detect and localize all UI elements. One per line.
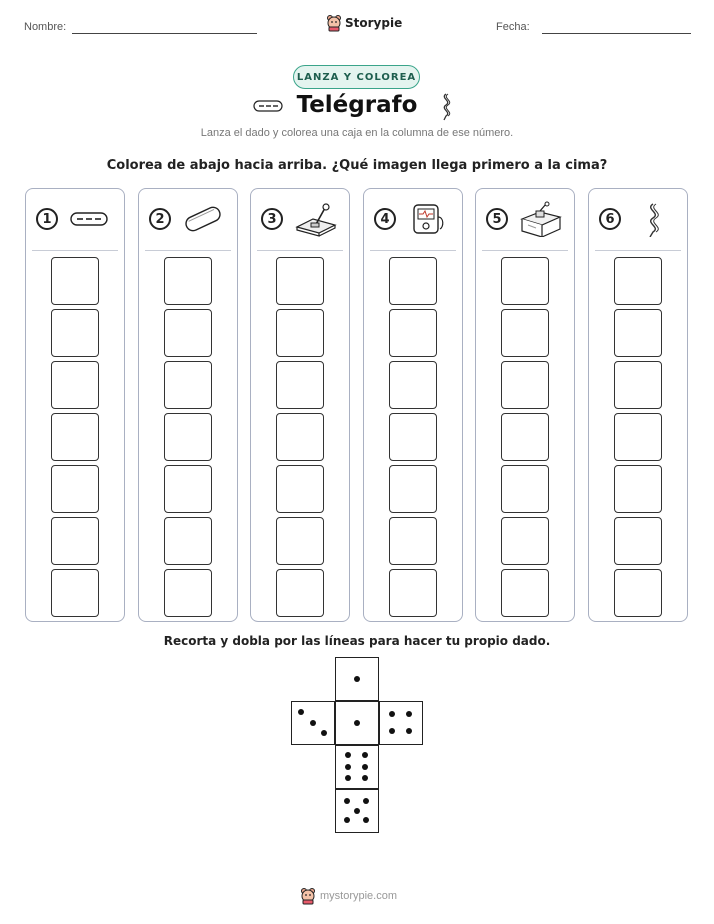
column-2 xyxy=(138,188,238,622)
coloring-instruction: Colorea de abajo hacia arriba. ¿Qué imagen llega primero a la cima? xyxy=(106,158,608,173)
color-box[interactable] xyxy=(614,361,662,409)
die-pip xyxy=(344,798,350,804)
name-label: Nombre: xyxy=(24,21,67,33)
die-pip xyxy=(321,730,327,736)
column-header xyxy=(589,201,687,239)
die-pip xyxy=(298,709,304,715)
telegraph-lever-icon xyxy=(293,201,337,237)
die-pip xyxy=(389,728,395,734)
color-box[interactable] xyxy=(501,257,549,305)
wire-coil-icon xyxy=(438,93,454,121)
column-divider xyxy=(32,250,118,251)
footer-url: mystorypie.com xyxy=(320,890,398,902)
brand-name: Storypie xyxy=(345,16,403,30)
color-box[interactable] xyxy=(501,361,549,409)
color-box[interactable] xyxy=(164,309,212,357)
die-pip xyxy=(363,798,369,804)
die-pip xyxy=(354,676,360,682)
column-header xyxy=(251,201,349,239)
die-pip xyxy=(354,720,360,726)
color-box[interactable] xyxy=(501,413,549,461)
die-face-1 xyxy=(335,657,379,701)
die-instruction: Recorta y dobla por las líneas para hacer tu propio dado. xyxy=(163,634,551,648)
die-pip xyxy=(345,764,351,770)
color-box[interactable] xyxy=(276,569,324,617)
column-divider xyxy=(595,250,681,251)
color-box[interactable] xyxy=(501,309,549,357)
page-subtitle: Lanza el dado y colorea una caja en la columna de ese número. xyxy=(200,127,514,139)
color-box[interactable] xyxy=(51,569,99,617)
color-box[interactable] xyxy=(614,465,662,513)
color-box[interactable] xyxy=(276,257,324,305)
color-box[interactable] xyxy=(51,309,99,357)
color-box[interactable] xyxy=(51,465,99,513)
wire-coil-icon xyxy=(631,201,675,237)
color-box[interactable] xyxy=(614,517,662,565)
date-line[interactable] xyxy=(542,33,691,34)
color-box[interactable] xyxy=(276,309,324,357)
color-box[interactable] xyxy=(389,257,437,305)
name-line[interactable] xyxy=(72,33,257,34)
column-number: 6 xyxy=(599,208,621,230)
column-divider xyxy=(370,250,456,251)
die-face-1 xyxy=(335,701,379,745)
color-box[interactable] xyxy=(614,569,662,617)
die-face-3 xyxy=(291,701,335,745)
die-face-5 xyxy=(335,789,379,833)
morse-code-icon xyxy=(68,201,112,237)
die-pip xyxy=(362,775,368,781)
page-title: Telégrafo xyxy=(296,92,418,118)
die-pip xyxy=(354,808,360,814)
color-box[interactable] xyxy=(164,413,212,461)
color-box[interactable] xyxy=(389,309,437,357)
die-pip xyxy=(344,817,350,823)
color-box[interactable] xyxy=(501,569,549,617)
color-box[interactable] xyxy=(164,257,212,305)
color-box[interactable] xyxy=(276,361,324,409)
color-box[interactable] xyxy=(164,361,212,409)
die-pip xyxy=(362,764,368,770)
column-divider xyxy=(145,250,231,251)
color-box[interactable] xyxy=(389,361,437,409)
column-header xyxy=(139,201,237,239)
color-box[interactable] xyxy=(276,465,324,513)
column-divider xyxy=(257,250,343,251)
color-box[interactable] xyxy=(389,413,437,461)
column-6 xyxy=(588,188,688,622)
color-box[interactable] xyxy=(614,309,662,357)
color-box[interactable] xyxy=(164,569,212,617)
die-face-6 xyxy=(335,745,379,789)
column-4 xyxy=(363,188,463,622)
column-5 xyxy=(475,188,575,622)
column-number: 2 xyxy=(149,208,171,230)
color-box[interactable] xyxy=(389,569,437,617)
die-pip xyxy=(362,752,368,758)
column-header xyxy=(364,201,462,239)
column-number: 5 xyxy=(486,208,508,230)
color-box[interactable] xyxy=(51,257,99,305)
color-box[interactable] xyxy=(389,465,437,513)
die-pip xyxy=(406,711,412,717)
die-pip xyxy=(310,720,316,726)
color-box[interactable] xyxy=(51,361,99,409)
color-box[interactable] xyxy=(501,517,549,565)
column-number: 1 xyxy=(36,208,58,230)
die-pip xyxy=(345,752,351,758)
column-divider xyxy=(482,250,568,251)
color-box[interactable] xyxy=(276,517,324,565)
signal-device-icon xyxy=(406,201,450,237)
color-box[interactable] xyxy=(614,257,662,305)
storypie-mascot-icon xyxy=(300,887,316,905)
color-box[interactable] xyxy=(501,465,549,513)
column-number: 3 xyxy=(261,208,283,230)
die-pip xyxy=(406,728,412,734)
color-box[interactable] xyxy=(51,517,99,565)
color-box[interactable] xyxy=(164,465,212,513)
telegraph-machine-icon xyxy=(518,201,562,237)
brand-logo xyxy=(326,12,406,34)
color-box[interactable] xyxy=(614,413,662,461)
column-number: 4 xyxy=(374,208,396,230)
die-pip xyxy=(363,817,369,823)
die-pip xyxy=(389,711,395,717)
column-1 xyxy=(25,188,125,622)
column-3 xyxy=(250,188,350,622)
column-header xyxy=(476,201,574,239)
footer xyxy=(300,886,420,906)
date-label: Fecha: xyxy=(496,21,530,33)
storypie-mascot-icon xyxy=(326,14,342,32)
column-header xyxy=(26,201,124,239)
color-box[interactable] xyxy=(389,517,437,565)
telegraph-key-pad-icon xyxy=(181,201,225,237)
color-box[interactable] xyxy=(51,413,99,461)
die-face-4 xyxy=(379,701,423,745)
color-box[interactable] xyxy=(164,517,212,565)
color-box[interactable] xyxy=(276,413,324,461)
die-pip xyxy=(345,775,351,781)
activity-badge: LANZA Y COLOREA xyxy=(293,65,420,89)
